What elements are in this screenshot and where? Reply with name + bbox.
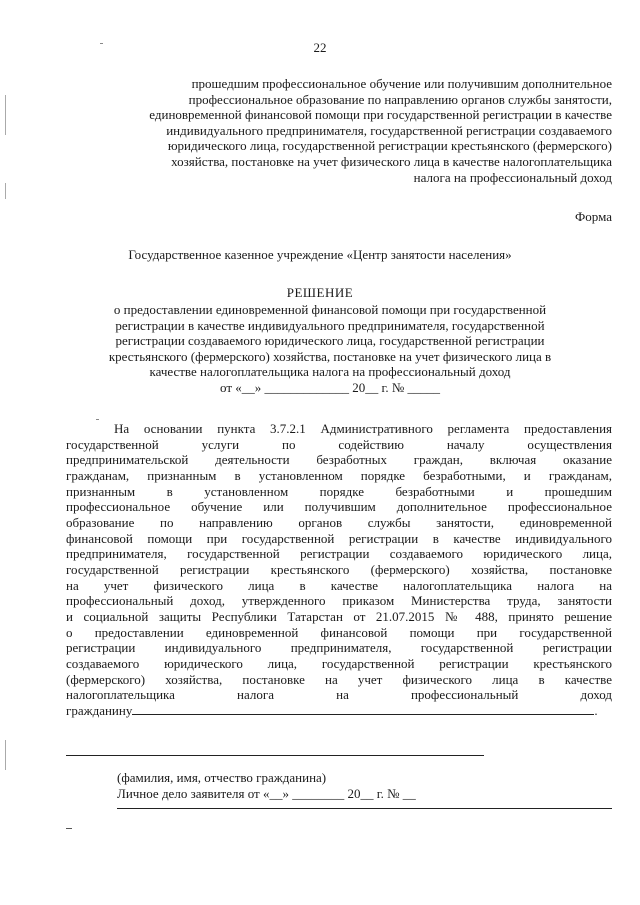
citizen-name-field[interactable] <box>132 703 594 715</box>
body-line: На основании пункта 3.7.2.1 Административного регламента предоставления <box>114 421 612 436</box>
date-line: от «__» _____________ 20__ г. № _____ <box>219 379 441 395</box>
body-line: государственной услуги по содействию началу осуществления <box>66 436 612 452</box>
body-line: (фермерского) хозяйства, постановке на учет физического лица в качестве <box>66 671 612 687</box>
body-line: профессиональный доход, утвержденного приказом Министерства труда, занятости <box>66 593 612 609</box>
bottom-underline[interactable] <box>117 808 612 809</box>
body-line: и социальной защиты Республики Татарстан от 21.07.2015 № 488, принято решение <box>66 608 612 624</box>
fio-caption: (фамилия, имя, отчество гражданина) <box>117 770 327 785</box>
intro-block <box>60 76 612 185</box>
page-number: 22 <box>313 40 327 55</box>
form-label: Форма <box>575 209 612 224</box>
intro-line: налога на профессиональный доход <box>413 169 612 185</box>
scan-dot <box>100 43 103 44</box>
body-line: налогоплательщика налога на профессиональный доход <box>66 687 612 703</box>
subtitle-line: регистрации создаваемого юридического лица, государственной регистрации <box>115 333 545 349</box>
subtitle-line: качестве налогоплательщика налога на профессиональный доход <box>149 364 511 380</box>
decision-subtitle <box>100 302 560 396</box>
body-line: на учет физического лица в качестве налогоплательщика налога на <box>66 577 612 593</box>
intro-line: единовременной финансовой помощи при государственной регистрации в качестве <box>149 107 612 123</box>
personal-file-line: Личное дело заявителя от «__» ________ 20__ г. № __ <box>117 786 416 801</box>
organization-name: Государственное казенное учреждение «Центр занятости населения» <box>128 247 512 262</box>
intro-line: хозяйства, постановке на учет физического лица в качестве налогоплательщика <box>171 153 612 169</box>
decision-title: РЕШЕНИЕ <box>286 285 354 300</box>
scan-tick <box>66 828 72 829</box>
body-line: создаваемого юридического лица, государственной регистрации крестьянского <box>66 655 612 671</box>
margin-scan-mark <box>5 740 6 770</box>
intro-line: прошедшим профессиональное обучение или получившим дополнительное <box>191 76 612 91</box>
subtitle-line: регистрации в качестве индивидуального предпринимателя, государственной <box>115 317 545 333</box>
decision-body <box>66 421 612 718</box>
body-line: финансовой помощи при государственной регистрации в качестве индивидуального <box>66 530 612 546</box>
body-line: образование по направлению органов службы занятости, единовременной <box>66 514 612 530</box>
margin-scan-mark <box>5 183 6 199</box>
citizen-label: гражданину <box>66 702 133 718</box>
body-line: признанным в установленном порядке безработными и прошедшим <box>66 483 612 499</box>
body-line: гражданам, признанным в установленном порядке безработными, и гражданам, <box>66 467 612 483</box>
body-line: о предоставлении единовременной финансовой помощи при государственной <box>66 624 612 640</box>
intro-line: профессиональное образование по направлению органов службы занятости, <box>188 91 612 107</box>
body-line: предпринимательской деятельности безработных граждан, включая оказание <box>66 452 612 468</box>
body-line: регистрации индивидуального предпринимателя, государственной регистрации <box>66 640 612 656</box>
body-line: профессиональное обучение или получившим дополнительное профессиональное <box>66 499 612 515</box>
intro-line: юридического лица, государственной регистрации крестьянского (фермерского) <box>167 138 612 154</box>
scan-dot <box>96 419 99 420</box>
body-line: предпринимателя, государственной регистрации создаваемого юридического лица, <box>66 546 612 562</box>
citizen-line: гражданину . <box>66 702 598 718</box>
margin-scan-mark <box>5 95 6 135</box>
fio-underline[interactable] <box>66 755 484 756</box>
subtitle-line: крестьянского (фермерского) хозяйства, постановке на учет физического лица в <box>108 348 552 364</box>
intro-line: индивидуального предпринимателя, государственной регистрации создаваемого <box>166 122 612 138</box>
subtitle-line: о предоставлении единовременной финансовой помощи при государственной <box>113 302 547 317</box>
body-line: государственной регистрации крестьянского (фермерского) хозяйства, постановке <box>66 561 612 577</box>
